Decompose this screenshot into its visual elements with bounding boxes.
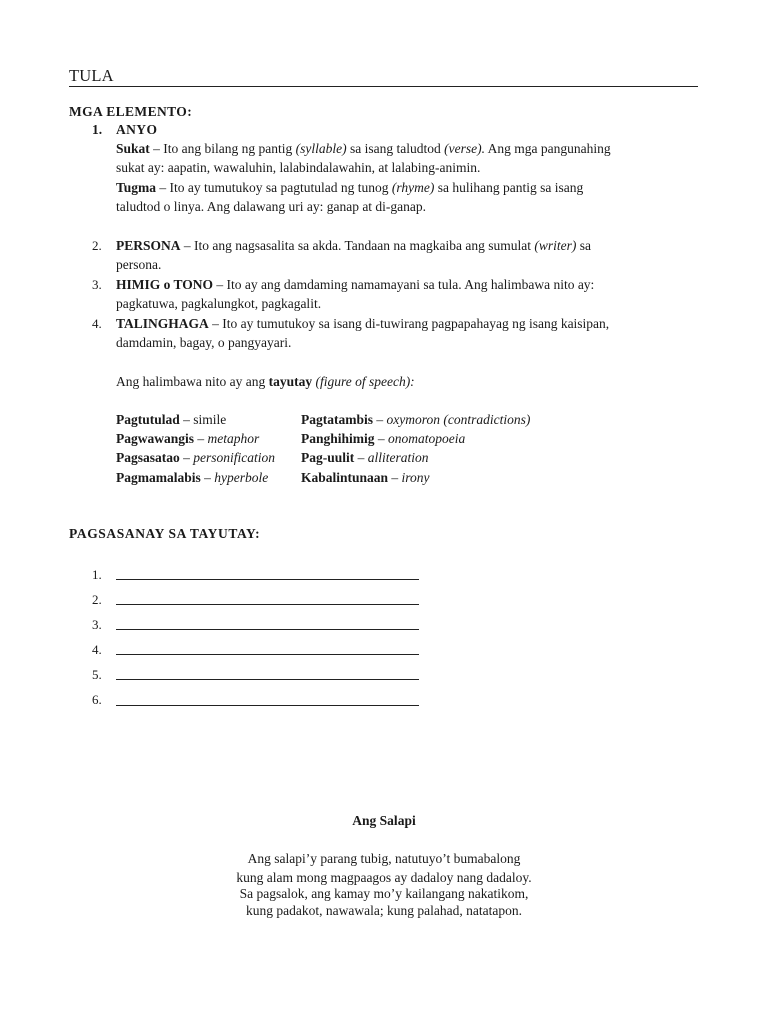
sukat-term-en-2: (verse). [444, 141, 485, 156]
example-text: Ang halimbawa nito ay ang [116, 374, 269, 389]
sukat-line-1 [116, 139, 611, 159]
sukat-term-en-1: (syllable) [295, 141, 347, 156]
figure-left-3 [116, 448, 275, 468]
figure-meaning: oxymoron (contradictions) [386, 412, 531, 427]
figure-right-2 [301, 429, 465, 449]
figure-dash: – [179, 450, 194, 465]
figure-meaning: simile [193, 412, 227, 427]
example-line [116, 372, 415, 392]
figure-dash: – [194, 431, 208, 446]
figure-term: Pagmamalabis [116, 470, 201, 485]
figure-dash: – [179, 412, 194, 427]
figure-term: Pag-uulit [301, 450, 355, 465]
item-3-line-1 [116, 275, 594, 295]
exercise-number-3: 3. [92, 617, 102, 632]
elements-heading: MGA ELEMENTO: [69, 104, 193, 119]
figure-term: Kabalintunaan [301, 470, 389, 485]
answer-blank-6[interactable] [116, 705, 419, 706]
persona-text-b: sa [576, 238, 591, 253]
tayutay-term-en: (figure of speech): [312, 374, 415, 389]
figure-meaning: irony [401, 470, 430, 485]
figure-meaning: personification [193, 450, 275, 465]
item-2-line-2: persona. [116, 257, 162, 272]
figure-dash: – [374, 431, 389, 446]
figure-dash: – [388, 470, 402, 485]
answer-blank-3[interactable] [116, 629, 419, 630]
figure-term: Pagsasatao [116, 450, 180, 465]
poem-title: Ang Salapi [352, 813, 416, 828]
sukat-dash: – [149, 141, 164, 156]
poem-line-3: Sa pagsalok, ang kamay mo’y kailangang nakatikom, [239, 886, 529, 901]
poem-line-2: kung alam mong magpaagos ay dadaloy nang dadaloy. [236, 870, 532, 885]
poem-line-1: Ang salapi’y parang tubig, natutuyo’t bumabalong [247, 851, 521, 866]
figure-dash: – [200, 470, 215, 485]
exercise-number-2: 2. [92, 592, 102, 607]
figure-left-2 [116, 429, 259, 449]
figure-term: Pagwawangis [116, 431, 195, 446]
himig-text-a: Ito ay ang damdaming namamayani sa tula. Ang halimbawa nito ay: [226, 277, 595, 292]
figure-dash: – [354, 450, 368, 465]
himig-label: HIMIG o TONO [116, 277, 214, 292]
answer-blank-5[interactable] [116, 679, 419, 680]
item-2-line-1 [116, 236, 591, 256]
tugma-term: Tugma [116, 180, 157, 195]
talinghaga-dash: – [208, 316, 223, 331]
exercise-number-6: 6. [92, 692, 102, 707]
poem-line-4: kung padakot, nawawala; kung palahad, natatapon. [246, 903, 522, 918]
figure-term: Pagtatambis [301, 412, 373, 427]
item-1-number: 1. [92, 122, 103, 137]
figure-right-3 [301, 448, 429, 468]
sukat-text-a: Ito ang bilang ng pantig [163, 141, 296, 156]
figure-term: Panghihimig [301, 431, 375, 446]
item-4-number: 4. [92, 316, 102, 331]
himig-dash: – [213, 277, 227, 292]
persona-label: PERSONA [116, 238, 181, 253]
figure-meaning: metaphor [207, 431, 260, 446]
figure-left-4 [116, 468, 268, 488]
persona-dash: – [180, 238, 195, 253]
exercise-number-4: 4. [92, 642, 102, 657]
talinghaga-label: TALINGHAGA [116, 316, 209, 331]
figure-meaning: alliteration [367, 450, 429, 465]
item-4-line-1 [116, 314, 609, 334]
figure-right-1 [301, 410, 530, 430]
talinghaga-text-a: Ito ay tumutukoy sa isang di-tuwirang pagpapahayag ng isang kaisipan, [222, 316, 610, 331]
sukat-text-c: Ang mga pangunahing [484, 141, 611, 156]
persona-text-a: Ito ang nagsasalita sa akda. Tandaan na magkaiba ang sumulat [194, 238, 535, 253]
title-underline [69, 86, 698, 87]
tugma-text-b: sa hulihang pantig sa isang [434, 180, 584, 195]
figure-term: Pagtutulad [116, 412, 180, 427]
persona-term-en: (writer) [534, 238, 577, 253]
figure-dash: – [373, 412, 387, 427]
tayutay-term: tayutay [268, 374, 313, 389]
exercise-number-1: 1. [92, 567, 102, 582]
tugma-dash: – [156, 180, 170, 195]
figure-meaning: onomatopoeia [388, 431, 466, 446]
answer-blank-2[interactable] [116, 604, 419, 605]
document-title: TULA [69, 66, 114, 85]
tugma-line-1 [116, 178, 583, 198]
tugma-line-2: taludtod o linya. Ang dalawang uri ay: ganap at di-ganap. [116, 199, 427, 214]
item-1-label: ANYO [116, 122, 158, 137]
sukat-text-b: sa isang taludtod [346, 141, 445, 156]
figure-meaning: hyperbole [214, 470, 269, 485]
sukat-line-2: sukat ay: aapatin, wawaluhin, lalabindalawahin, at lalabing-animin. [116, 160, 481, 175]
answer-blank-4[interactable] [116, 654, 419, 655]
figure-right-4 [301, 468, 430, 488]
exercise-heading: PAGSASANAY SA TAYUTAY: [69, 526, 261, 541]
figure-left-1 [116, 410, 226, 430]
tugma-term-en: (rhyme) [391, 180, 435, 195]
sukat-term: Sukat [116, 141, 150, 156]
item-2-number: 2. [92, 238, 102, 253]
item-3-number: 3. [92, 277, 102, 292]
item-3-line-2: pagkatuwa, pagkalungkot, pagkagalit. [116, 296, 322, 311]
exercise-number-5: 5. [92, 667, 102, 682]
item-4-line-2: damdamin, bagay, o pangyayari. [116, 335, 292, 350]
answer-blank-1[interactable] [116, 579, 419, 580]
tugma-text-a: Ito ay tumutukoy sa pagtutulad ng tunog [169, 180, 392, 195]
